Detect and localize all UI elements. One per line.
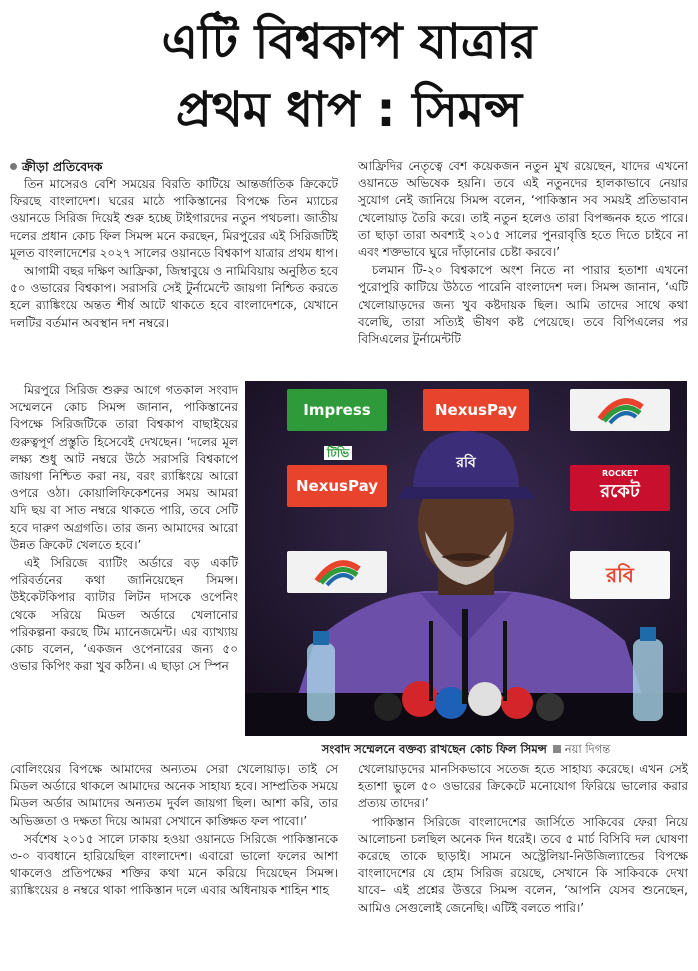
column-left-narrow	[10, 382, 238, 758]
paragraph: চলমান টি-২০ বিশ্বকাপে অংশ নিতে না পারার হতাশা এখনো পুরোপুরি কাটিয়ে উঠতে পারেনি বাংলাদেশ দল। সিমন্স জানান, ‘এটি খেলোয়াড়দের জন্য খুব কষ্টদায়ক ছিল। আমি তাদের সাথে কথা বলেছি, তারা সত্যিই ভীষণ কষ্ট পেয়েছে। তবে বিপিএলের পর বিসিএলের টুর্নামেন্টটি	[358, 263, 688, 347]
sponsor-board-rocket	[570, 465, 670, 511]
paragraph: পাকিস্তান সিরিজে বাংলাদেশের জার্সিতে সাকিবের ফেরা নিয়ে আলোচনা চলছিল অনেক দিন ধরেই। তবে ৫ মার্চ বিসিবি দল ঘোষণা করেছে তাকে ছাড়াই। সামনে অস্ট্রেলিয়া-নিউজিল্যান্ডের বিপক্ষে বাংলাদেশের যে হোম সিরিজ রয়েছে, সেখানে কি সাকিবকে দেখা যাবে– এই প্রশ্নের উত্তরে সিমন্স বলেন, ‘আপনি যেসব শুনেছেন, আমিও সেগুলোই জেনেছি। এটিই বলতে পারি।’	[358, 814, 688, 915]
column-1-top	[10, 158, 338, 378]
paragraph: আগামী বছর দক্ষিণ আফ্রিকা, জিম্বাবুয়ে ও নামিবিয়ায় অনুষ্ঠিত হবে ৫০ ওভারের বিশ্বকাপ। সরাসরি সেই টুর্নামেন্টে জায়গা নিশ্চিত করতে হলে র‍্যাঙ্কিংয়ে অন্তত শীর্ষ আটে থাকতে হবে বাংলাদেশকে, যেখানে দলটির বর্তমান অবস্থান দশ নম্বরে।	[10, 264, 338, 330]
caption-text: সংবাদ সম্মেলনে বক্তব্য রাখছেন কোচ ফিল সিমন্স	[321, 742, 547, 756]
rocket-text: রকেট	[600, 481, 640, 502]
sponsor-board-logo-2	[287, 551, 387, 593]
paragraph: তিন মাসেরও বেশি সময়ের বিরতি কাটিয়ে আন্তর্জাতিক ক্রিকেটে ফিরছে বাংলাদেশ। ঘরের মাঠে পাকিস্তানের বিপক্ষে তিন ম্যাচের ওয়ানডে সিরিজ দিয়েই শুরু হচ্ছে টাইগারদের নতুন পথচলা। জাতীয় দলের প্রধান কোচ ফিল সিমন্স মনে করছেন, মিরপুরের এই সিরিজটিই মূলত বাংলাদেশের ২০২৭ সালের ওয়ানডে বিশ্বকাপ যাত্রার প্রথম ধাপ।	[10, 177, 338, 260]
byline	[10, 158, 338, 175]
robi-text: রবি	[606, 563, 634, 587]
headline-line-1: এটি বিশ্বকাপ যাত্রার	[161, 14, 537, 70]
column-2-bottom	[358, 761, 688, 965]
sponsor-board-impress	[287, 389, 387, 460]
photo-caption	[245, 740, 687, 758]
impress-tv-text: টিভি	[324, 446, 352, 460]
rocket-label: ROCKET	[602, 469, 638, 478]
paragraph: সর্বশেষ ২০১৫ সালে ঢাকায় হওয়া ওয়ানডে সিরিজে পাকিস্তানকে ৩-০ ব্যবধানে হারিয়েছিল বাংলাদেশ। এবারো ভালো ফলের আশা থাকলেও প্রতিপক্ষের শক্তির কথা মনে করিয়ে দিয়েছেন সিমন্স। র‍্যাঙ্কিংয়ের ৪ নম্বরে থাকা পাকিস্তান দলে এবার অধিনায়ক শাহিন শাহ	[10, 831, 338, 898]
column-2-top	[358, 158, 688, 378]
press-conference-photo	[245, 381, 687, 736]
headline-line-2: প্রথম ধাপ : সিমন্স	[175, 82, 523, 138]
impress-text: Impress	[303, 401, 371, 419]
cap-robi-text: রবি	[456, 455, 476, 471]
sponsor-board-logo-1	[570, 389, 670, 431]
paragraph: খেলোয়াড়দের মানসিকভাবে সতেজ হতে সাহায্য করেছে। এখন সেই হতাশা ভুলে ৫০ ওভারের ক্রিকেটে মনোযোগ ফিরিয়ে ভালোর করার প্রত্যয় তাদের।’	[358, 762, 688, 811]
paragraph: মিরপুরে সিরিজ শুরুর আগে গতকাল সংবাদ সম্মেলনে কোচ সিমন্স জানান, পাকিস্তানের বিপক্ষে সিরিজটিকে তারা বিশ্বকাপ বাছাইয়ের গুরুত্বপূর্ণ প্রস্তুতি হিসেবেই দেখছেন। ‘দলের মূল লক্ষ্য শুধু আট নম্বরে উঠে সরাসরি বিশ্বকাপে জায়গা নিশ্চিত করা নয়, বরং র‍্যাঙ্কিংয়ে আরো ওপরে ওঠা। কোয়ালিফিকেশনের সময় আমরা যদি ছয় বা সাত নম্বরে থাকতে পারি, তবে সেটি হবে দারুণ অগ্রগতি। তার জন্য আমাদের আরো উন্নত ক্রিকেট খেলতে হবে।’	[10, 383, 238, 552]
bullet-icon	[10, 163, 17, 170]
sponsor-board-nexuspay-2: NexusPay	[287, 465, 387, 507]
sponsor-board-nexuspay-1: NexusPay	[423, 389, 529, 431]
paragraph: এই সিরিজে ব্যাটিং অর্ডারে বড় একটি পরিবর্তনের কথা জানিয়েছেন সিমন্স। উইকেটকিপার ব্যাটার লিটন দাসকে ওপেনিং থেকে সরিয়ে মিডল অর্ডারে খেলানোর পরিকল্পনা করছে টিম ম্যানেজমেন্ট। এর ব্যাখ্যায় কোচ বলেন, ‘একজন ওপেনারের জন্য ৫০ ওভার কিপিং করা খুব কঠিন। এ ছাড়া সে স্পিন	[10, 556, 238, 674]
paragraph: বোলিংয়ের বিপক্ষে আমাদের অন্যতম সেরা খেলোয়াড়। তাই সে মিডল অর্ডারে থাকলে আমাদের অনেক সাহায্য হবে। সাম্প্রতিক সময়ে মিডল অর্ডার আমাদের অন্যতম দুর্বল জায়গা ছিল। আশা করি, তার অভিজ্ঞতা ও দক্ষতা দিয়ে আমরা সেখানে কাঙ্ক্ষিত ফল পাবো।’	[10, 762, 338, 828]
square-icon	[553, 745, 561, 753]
column-1-bottom	[10, 761, 338, 965]
paragraph: আফ্রিদির নেতৃত্বে বেশ কয়েকজন নতুন মুখ রয়েছেন, যাদের এখনো ওয়ানডে অভিষেক হয়নি। তবে এই নতুনদের হালকাভাবে নেয়ার সুযোগ নেই জানিয়ে সিমন্স বলেন, ‘পাকিস্তান সব সময়ই প্রতিভাবান খেলোয়াড় তৈরি করে। তাই নতুন হলেও তারা বিপজ্জনক হতে পারে। তা ছাড়া তারা অবশ্যই ২০১৫ সালের পুনরাবৃত্তি হতে দিতে চাইবে না এবং শক্তভাবে ঘুরে দাঁড়ানোর চেষ্টা করবে।’	[358, 159, 688, 260]
sponsor-board-robi	[570, 551, 670, 599]
byline-text: ক্রীড়া প্রতিবেদক	[22, 159, 103, 174]
caption-source: নয়া দিগন্ত	[564, 742, 611, 756]
